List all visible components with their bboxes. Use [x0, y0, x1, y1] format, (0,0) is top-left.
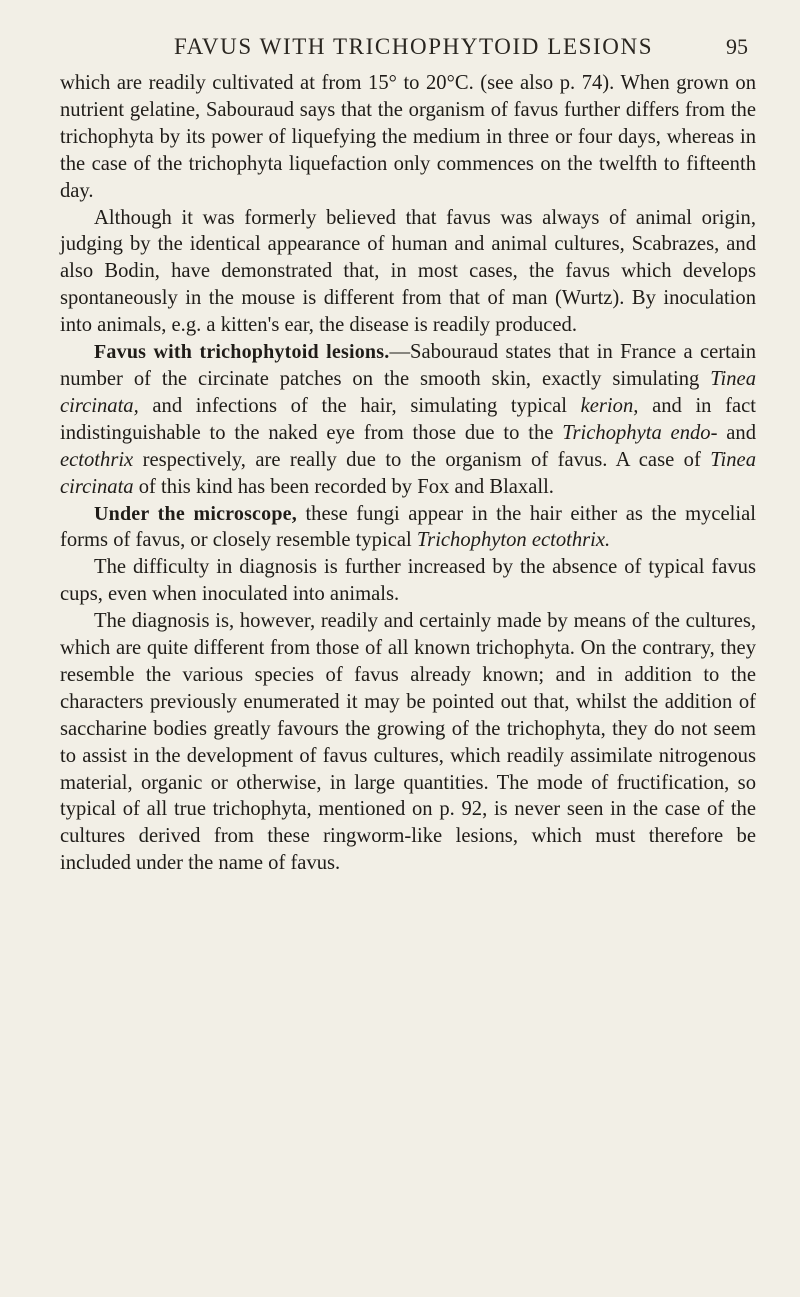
paragraph-diagnosis-cultures: [60, 608, 756, 877]
italic-term: ectothrix: [60, 448, 134, 471]
paragraph-text: The difficulty in diagnosis is further increased by the absence of typical favus cups, even when inoculated into animals.: [60, 556, 756, 606]
paragraph-cultivation: [60, 70, 756, 205]
italic-term: Trichophyton ectothrix.: [416, 529, 611, 552]
text-run: respectively, are really due to the organism of favus. A case of: [133, 448, 711, 471]
running-title: FAVUS WITH TRICHOPHYTOID LESIONS: [174, 34, 654, 59]
section-run-in-heading: Favus with trichophytoid lesions.: [94, 341, 390, 364]
text-run: —Sabouraud states that in France a certain number of the circinate patches on the smooth skin, exactly simulating: [60, 341, 757, 390]
section-run-in-heading: Under the microscope,: [94, 502, 297, 525]
text-run: and infections of the hair, simulating typical: [138, 394, 581, 417]
italic-term: Tinea circinata,: [60, 367, 756, 417]
paragraph-text: which are readily cultivated at from 15° to 20°C. (see also p. 74). When grown on nutrient gelatine, Sabouraud says that the organism of favus further differs from the trichophyta by its power of liquefying the medium in three or four days, whereas in the case of the trichophyta liquefaction only commences on the twelfth to fifteenth day.: [60, 72, 756, 202]
paragraph-text: The diagnosis is, however, readily and certainly made by means of the cultures, which are quite different from those of all known trichophyta. On the contrary, they resemble the various species of favus already known; and in addition to the characters previously enumerated it may be pointed out that, whilst the addition of saccharine bodies greatly favours the growing of the trichophyta, they do not seem to assist in the development of favus cultures, which readily assimilate nitrogenous material, organic or otherwise, in large quantities. The mode of fructification, so typical of all true trichophyta, mentioned on p. 92, is never seen in the case of the cultures derived from these ringworm-like lesions, which must therefore be included under the name of favus.: [60, 610, 756, 875]
text-run: and: [717, 421, 757, 444]
running-head: [60, 34, 756, 70]
paragraph-diagnosis-difficulty: [60, 554, 756, 608]
paragraph-microscope: [60, 501, 756, 555]
paragraph-trichophytoid-lesions: [60, 339, 756, 500]
paragraph-animal-origin: [60, 205, 756, 340]
italic-term: Trichophyta endo-: [562, 421, 718, 444]
text-run: of this kind has been recorded by Fox and Blaxall.: [133, 475, 554, 498]
italic-term: Tinea circinata: [60, 448, 756, 498]
paragraph-text: Although it was formerly believed that favus was always of animal origin, judging by the identical appearance of human and animal cultures, Scabrazes, and also Bodin, have demonstrated that, in most cases, the favus which develops spontaneously in the mouse is different from that of man (Wurtz). By inoculation into animals, e.g. a kitten's ear, the disease is readily produced.: [60, 206, 756, 337]
text-run: and in fact indistinguishable to the naked eye from those due to the: [60, 394, 757, 444]
italic-term: kerion,: [580, 394, 639, 417]
text-run: these fungi appear in the hair either as the mycelial forms of favus, or closely resemble typical: [60, 502, 756, 552]
body-text: [60, 70, 756, 877]
page-number: 95: [726, 34, 748, 59]
